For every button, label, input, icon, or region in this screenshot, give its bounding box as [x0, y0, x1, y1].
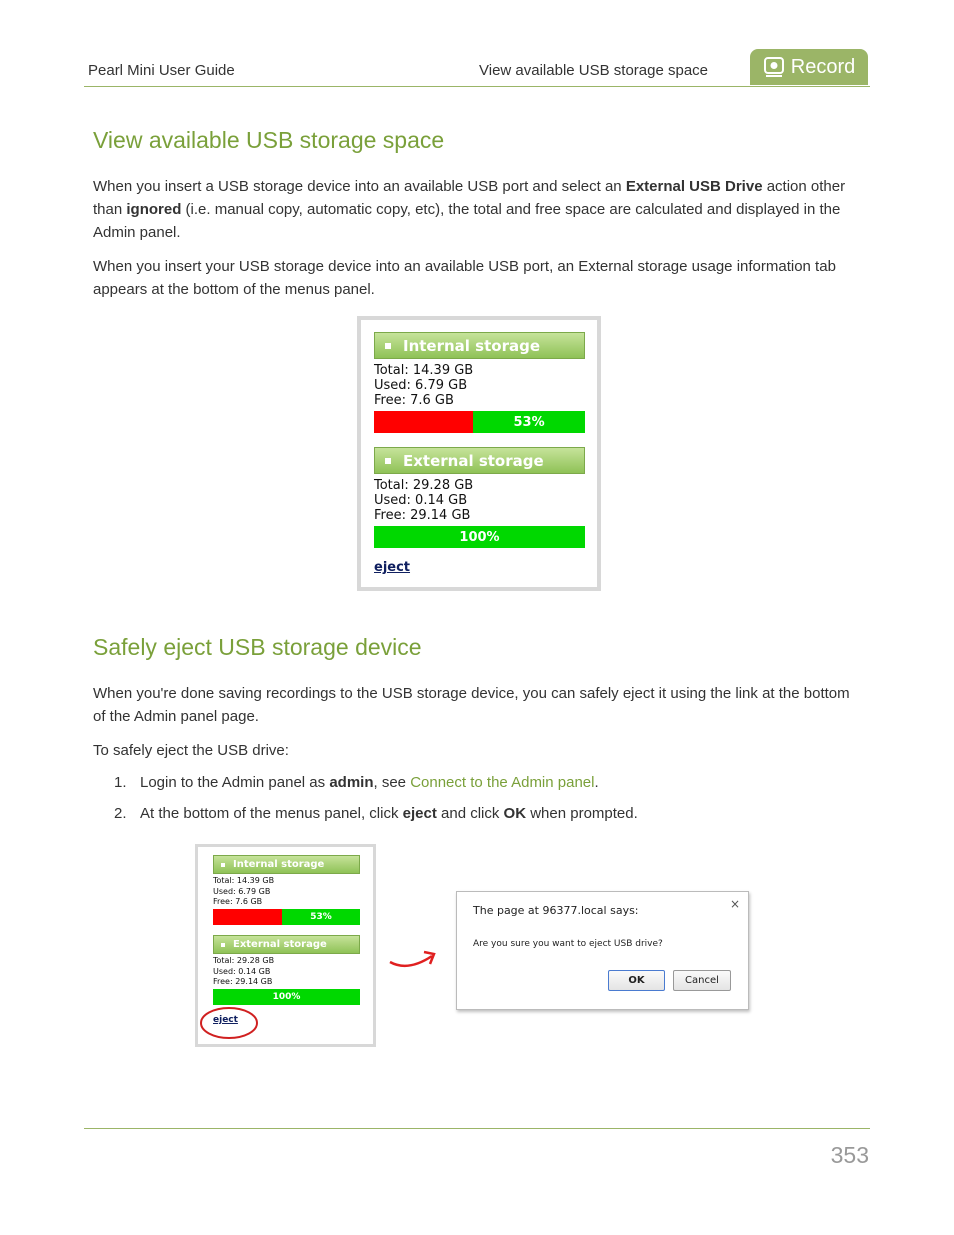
external-storage-stats: Total: 29.28 GB Used: 0.14 GB Free: 29.14 GB [213, 956, 275, 986]
internal-storage-stats: Total: 14.39 GB Used: 6.79 GB Free: 7.6 GB [213, 876, 275, 906]
doc-title: Pearl Mini User Guide [88, 62, 235, 79]
storage-panel-small [195, 844, 376, 1047]
internal-percent: 53% [310, 912, 332, 922]
bullet-icon [221, 863, 225, 867]
bullet-icon [385, 458, 391, 464]
storage-panel-large [357, 316, 601, 591]
eject-link[interactable]: eject [374, 560, 411, 575]
internal-usage-bar [213, 909, 360, 925]
internal-usage-bar [374, 411, 585, 433]
external-total: Total: 29.28 GB [374, 478, 474, 493]
internal-total: Total: 14.39 GB [374, 363, 474, 378]
bullet-icon [385, 343, 391, 349]
external-storage-header[interactable] [374, 447, 585, 474]
internal-storage-stats [374, 363, 473, 408]
step-1: 1. Login to the Admin panel as admin, see Connect to the Admin panel. [114, 774, 599, 791]
internal-used-fill [374, 411, 473, 433]
dialog-title: The page at 96377.local says: [473, 904, 639, 917]
external-percent: 100% [272, 992, 301, 1002]
eject-link[interactable]: eject [213, 1015, 238, 1025]
cancel-button[interactable]: Cancel [673, 970, 731, 991]
step-2: 2. At the bottom of the menus panel, click eject and click OK when prompted. [114, 805, 638, 822]
page-number: 353 [830, 1142, 869, 1168]
record-icon [763, 56, 785, 78]
external-percent: 100% [459, 529, 500, 545]
external-free: Free: 29.14 GB [374, 508, 471, 523]
section-title: View available USB storage space [479, 62, 709, 79]
external-usage-bar [374, 526, 585, 548]
external-storage-header[interactable] [213, 935, 360, 954]
external-usage-bar [213, 989, 360, 1005]
close-icon[interactable]: × [729, 897, 740, 911]
section1-paragraph1: When you insert a USB storage device into an available USB port and select an External USB Drive action other than ignored (i.e. manual copy, automatic copy, etc), the total and free space are calculated and displayed in the Admin panel. [93, 178, 846, 241]
admin-panel-link[interactable]: Connect to the Admin panel [410, 774, 595, 791]
ok-button[interactable]: OK [608, 970, 665, 991]
confirm-dialog [456, 891, 749, 1010]
record-tab-label: Record [790, 55, 856, 78]
internal-free: Free: 7.6 GB [374, 393, 454, 408]
internal-storage-header[interactable] [374, 332, 585, 359]
highlight-circle-icon [198, 1005, 260, 1041]
section2-paragraph1: When you're done saving recordings to the USB storage device, you can safely eject it using the link at the bottom of the Admin panel page. [93, 685, 850, 725]
section1-paragraph2: When you insert your USB storage device into an available USB port, an External storage usage information tab appears at the bottom of the menus panel. [93, 258, 836, 298]
external-storage-title: External storage [403, 451, 544, 470]
external-storage-title: External storage [233, 939, 327, 950]
record-tab[interactable] [750, 49, 868, 85]
external-used: Used: 0.14 GB [374, 493, 468, 508]
internal-storage-title: Internal storage [403, 336, 540, 355]
section2-paragraph2: To safely eject the USB drive: [93, 742, 289, 759]
footer-divider [84, 1128, 870, 1129]
dialog-message: Are you sure you want to eject USB drive? [473, 939, 663, 949]
arrow-icon [386, 946, 440, 974]
internal-storage-header[interactable] [213, 855, 360, 874]
internal-used: Used: 6.79 GB [374, 378, 468, 393]
section2-heading: Safely eject USB storage device [93, 634, 422, 660]
internal-percent: 53% [513, 414, 545, 430]
section1-heading: View available USB storage space [93, 127, 445, 153]
header-divider [84, 86, 870, 87]
internal-used-fill [213, 909, 282, 925]
internal-storage-title: Internal storage [233, 859, 325, 870]
external-storage-stats [374, 478, 473, 523]
bullet-icon [221, 943, 225, 947]
